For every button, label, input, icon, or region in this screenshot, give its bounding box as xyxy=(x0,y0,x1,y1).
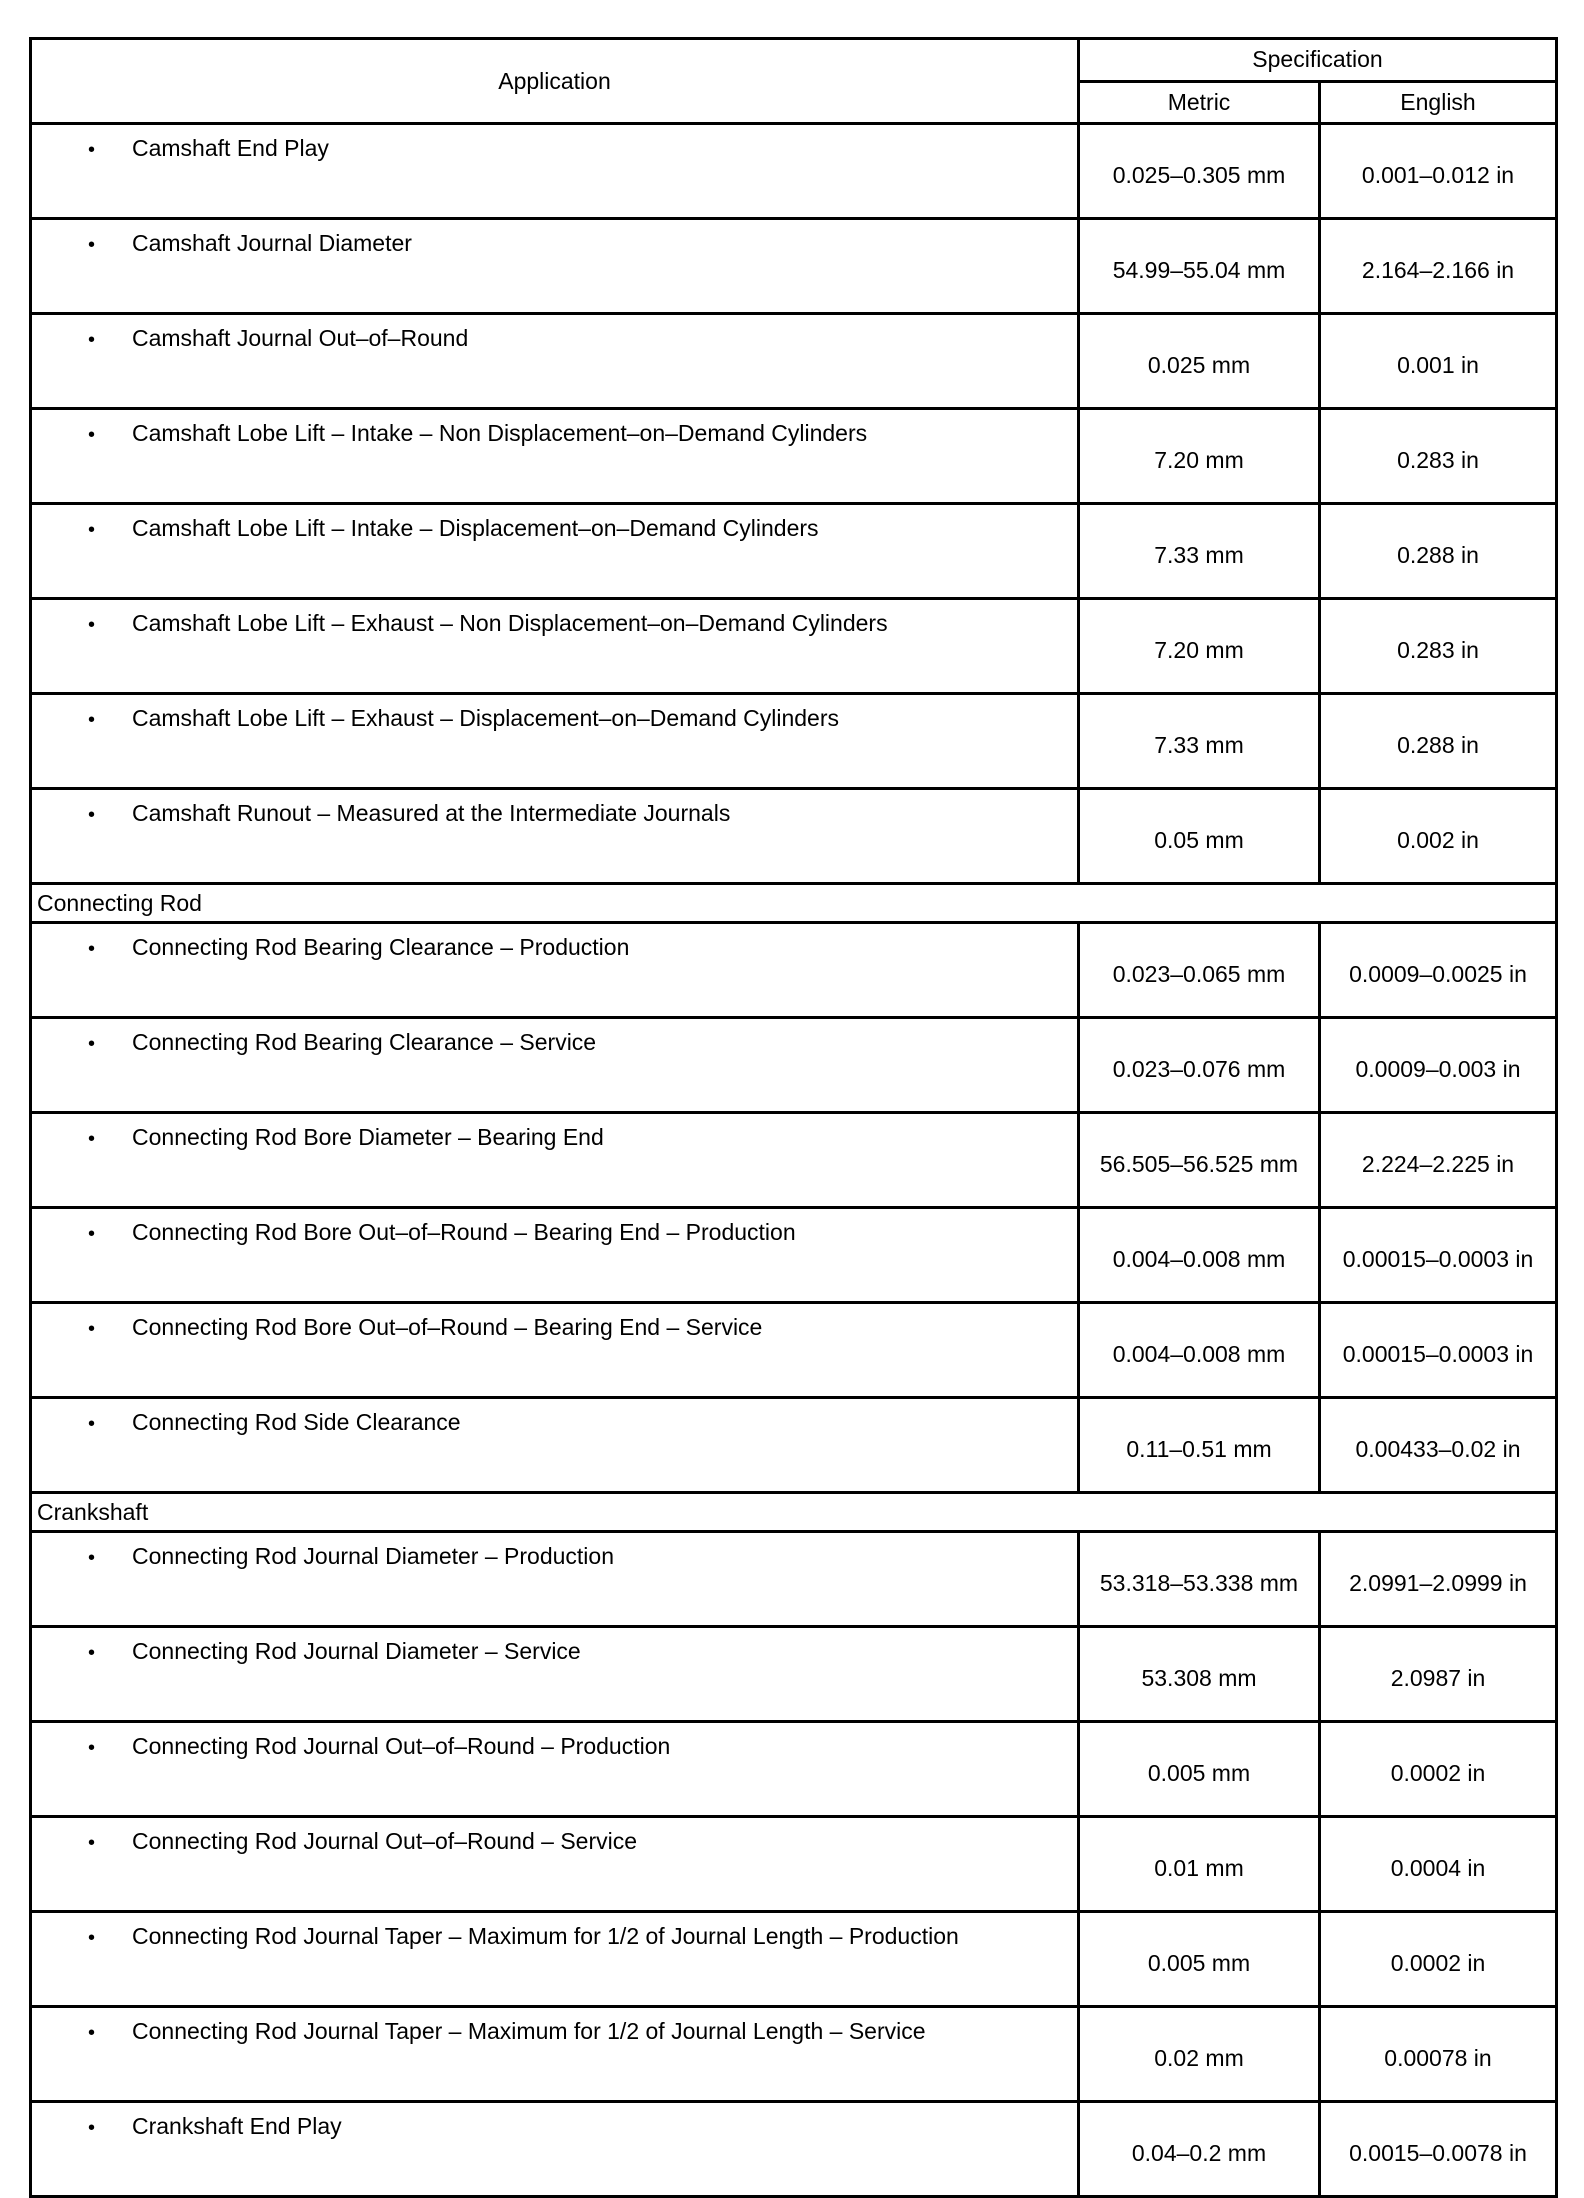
bullet-icon: • xyxy=(88,234,96,256)
table-row xyxy=(31,1303,1557,1398)
english-value: 0.00433–0.02 in xyxy=(1320,1398,1557,1493)
section-title: Connecting Rod xyxy=(31,884,1557,923)
section-row xyxy=(31,1493,1557,1532)
application-cell xyxy=(31,1532,1079,1627)
metric-value: 53.318–53.338 mm xyxy=(1079,1532,1320,1627)
table-row xyxy=(31,1208,1557,1303)
english-value: 0.001 in xyxy=(1320,314,1557,409)
metric-value: 0.005 mm xyxy=(1079,1912,1320,2007)
header-specification: Specification xyxy=(1079,39,1557,82)
english-value: 0.0009–0.0025 in xyxy=(1320,923,1557,1018)
english-value: 0.002 in xyxy=(1320,789,1557,884)
bullet-icon: • xyxy=(88,2117,96,2139)
application-text: Connecting Rod Journal Out–of–Round – Service xyxy=(132,1828,638,1854)
english-value: 2.224–2.225 in xyxy=(1320,1113,1557,1208)
application-cell xyxy=(31,1912,1079,2007)
bullet-icon: • xyxy=(88,1223,96,1245)
english-value: 0.288 in xyxy=(1320,694,1557,789)
application-text: Connecting Rod Side Clearance xyxy=(132,1409,461,1435)
application-text: Connecting Rod Journal Diameter – Service xyxy=(132,1638,581,1664)
application-cell xyxy=(31,504,1079,599)
application-cell xyxy=(31,1113,1079,1208)
application-cell xyxy=(31,314,1079,409)
bullet-icon: • xyxy=(88,519,96,541)
application-text: Camshaft Lobe Lift – Intake – Displacement–on–Demand Cylinders xyxy=(132,515,819,541)
metric-value: 0.023–0.076 mm xyxy=(1079,1018,1320,1113)
english-value: 2.0987 in xyxy=(1320,1627,1557,1722)
application-text: Crankshaft End Play xyxy=(132,2113,342,2139)
english-value: 0.283 in xyxy=(1320,409,1557,504)
application-cell xyxy=(31,1208,1079,1303)
bullet-icon: • xyxy=(88,139,96,161)
table-row xyxy=(31,504,1557,599)
metric-value: 0.04–0.2 mm xyxy=(1079,2102,1320,2197)
table-row xyxy=(31,923,1557,1018)
bullet-icon: • xyxy=(88,938,96,960)
metric-value: 0.02 mm xyxy=(1079,2007,1320,2102)
english-value: 0.288 in xyxy=(1320,504,1557,599)
application-cell xyxy=(31,2102,1079,2197)
metric-value: 7.33 mm xyxy=(1079,694,1320,789)
metric-value: 53.308 mm xyxy=(1079,1627,1320,1722)
english-value: 0.0002 in xyxy=(1320,1912,1557,2007)
bullet-icon: • xyxy=(88,709,96,731)
metric-value: 0.023–0.065 mm xyxy=(1079,923,1320,1018)
metric-value: 7.20 mm xyxy=(1079,409,1320,504)
bullet-icon: • xyxy=(88,1547,96,1569)
application-text: Connecting Rod Journal Taper – Maximum for 1/2 of Journal Length – Production xyxy=(132,1923,959,1949)
table-row xyxy=(31,1817,1557,1912)
english-value: 0.00015–0.0003 in xyxy=(1320,1208,1557,1303)
metric-value: 0.005 mm xyxy=(1079,1722,1320,1817)
application-text: Camshaft End Play xyxy=(132,135,329,161)
table-row xyxy=(31,2007,1557,2102)
application-cell xyxy=(31,409,1079,504)
application-cell xyxy=(31,694,1079,789)
english-value: 2.164–2.166 in xyxy=(1320,219,1557,314)
application-text: Camshaft Lobe Lift – Intake – Non Displacement–on–Demand Cylinders xyxy=(132,420,868,446)
table-body xyxy=(31,124,1557,2197)
english-value: 0.00015–0.0003 in xyxy=(1320,1303,1557,1398)
bullet-icon: • xyxy=(88,1927,96,1949)
table-row xyxy=(31,694,1557,789)
table-row xyxy=(31,219,1557,314)
bullet-icon: • xyxy=(88,1832,96,1854)
metric-value: 0.11–0.51 mm xyxy=(1079,1398,1320,1493)
application-text: Camshaft Journal Diameter xyxy=(132,230,412,256)
application-cell xyxy=(31,599,1079,694)
application-cell xyxy=(31,219,1079,314)
header-application: Application xyxy=(31,39,1079,124)
application-cell xyxy=(31,2007,1079,2102)
application-text: Camshaft Runout – Measured at the Intermediate Journals xyxy=(132,800,731,826)
application-text: Camshaft Journal Out–of–Round xyxy=(132,325,469,351)
metric-value: 56.505–56.525 mm xyxy=(1079,1113,1320,1208)
table-row xyxy=(31,789,1557,884)
metric-value: 0.004–0.008 mm xyxy=(1079,1303,1320,1398)
english-value: 0.0009–0.003 in xyxy=(1320,1018,1557,1113)
english-value: 0.0004 in xyxy=(1320,1817,1557,1912)
application-cell xyxy=(31,1303,1079,1398)
english-value: 0.00078 in xyxy=(1320,2007,1557,2102)
application-text: Connecting Rod Journal Out–of–Round – Production xyxy=(132,1733,671,1759)
application-text: Camshaft Lobe Lift – Exhaust – Non Displacement–on–Demand Cylinders xyxy=(132,610,888,636)
bullet-icon: • xyxy=(88,424,96,446)
bullet-icon: • xyxy=(88,329,96,351)
english-value: 0.0002 in xyxy=(1320,1722,1557,1817)
application-text: Connecting Rod Bearing Clearance – Production xyxy=(132,934,630,960)
metric-value: 0.004–0.008 mm xyxy=(1079,1208,1320,1303)
metric-value: 0.05 mm xyxy=(1079,789,1320,884)
application-cell xyxy=(31,1722,1079,1817)
bullet-icon: • xyxy=(88,2022,96,2044)
application-text: Connecting Rod Journal Taper – Maximum for 1/2 of Journal Length – Service xyxy=(132,2018,926,2044)
table-row xyxy=(31,314,1557,409)
table-row xyxy=(31,2102,1557,2197)
table-row xyxy=(31,1912,1557,2007)
bullet-icon: • xyxy=(88,1413,96,1435)
header-metric: Metric xyxy=(1079,81,1320,124)
section-row xyxy=(31,884,1557,923)
table-row xyxy=(31,1113,1557,1208)
section-title: Crankshaft xyxy=(31,1493,1557,1532)
table-row xyxy=(31,1398,1557,1493)
bullet-icon: • xyxy=(88,1737,96,1759)
table-row xyxy=(31,124,1557,219)
table-row xyxy=(31,1532,1557,1627)
bullet-icon: • xyxy=(88,804,96,826)
application-cell xyxy=(31,1398,1079,1493)
bullet-icon: • xyxy=(88,1642,96,1664)
english-value: 0.283 in xyxy=(1320,599,1557,694)
application-text: Connecting Rod Bore Out–of–Round – Bearing End – Production xyxy=(132,1219,796,1245)
metric-value: 7.20 mm xyxy=(1079,599,1320,694)
application-cell xyxy=(31,1018,1079,1113)
metric-value: 0.025–0.305 mm xyxy=(1079,124,1320,219)
metric-value: 0.01 mm xyxy=(1079,1817,1320,1912)
application-cell xyxy=(31,1817,1079,1912)
table-row xyxy=(31,1018,1557,1113)
header-english: English xyxy=(1320,81,1557,124)
english-value: 0.0015–0.0078 in xyxy=(1320,2102,1557,2197)
application-text: Connecting Rod Bore Out–of–Round – Bearing End – Service xyxy=(132,1314,763,1340)
english-value: 0.001–0.012 in xyxy=(1320,124,1557,219)
english-value: 2.0991–2.0999 in xyxy=(1320,1532,1557,1627)
metric-value: 7.33 mm xyxy=(1079,504,1320,599)
metric-value: 54.99–55.04 mm xyxy=(1079,219,1320,314)
table-row xyxy=(31,1722,1557,1817)
application-text: Connecting Rod Bearing Clearance – Service xyxy=(132,1029,597,1055)
application-cell xyxy=(31,124,1079,219)
application-cell xyxy=(31,923,1079,1018)
application-text: Connecting Rod Journal Diameter – Production xyxy=(132,1543,614,1569)
application-text: Connecting Rod Bore Diameter – Bearing End xyxy=(132,1124,604,1150)
bullet-icon: • xyxy=(88,1033,96,1055)
application-text: Camshaft Lobe Lift – Exhaust – Displacement–on–Demand Cylinders xyxy=(132,705,839,731)
table-row xyxy=(31,599,1557,694)
specification-table xyxy=(29,37,1558,2198)
table-row xyxy=(31,409,1557,504)
bullet-icon: • xyxy=(88,614,96,636)
metric-value: 0.025 mm xyxy=(1079,314,1320,409)
bullet-icon: • xyxy=(88,1318,96,1340)
application-cell xyxy=(31,789,1079,884)
application-cell xyxy=(31,1627,1079,1722)
table-row xyxy=(31,1627,1557,1722)
bullet-icon: • xyxy=(88,1128,96,1150)
